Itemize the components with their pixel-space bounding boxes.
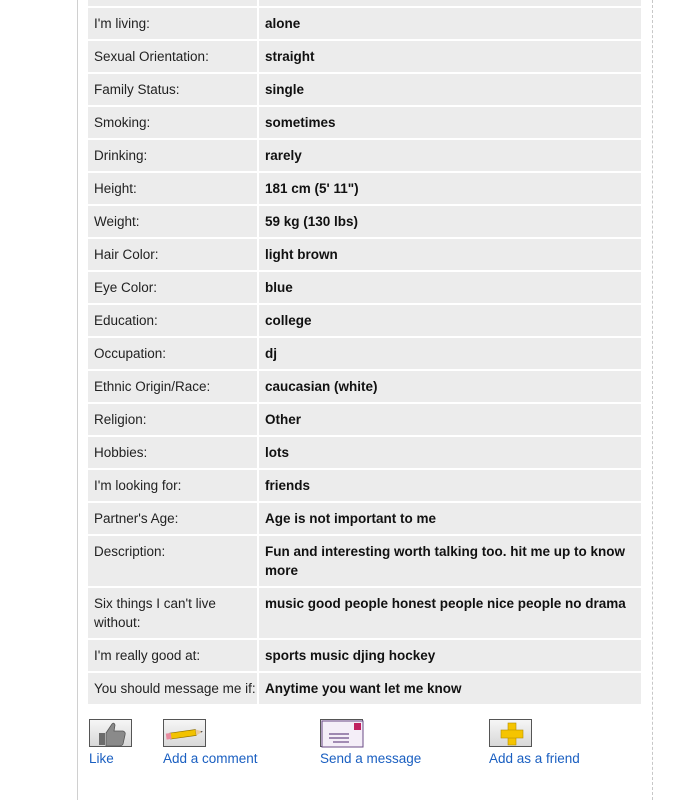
profile-field-value: 59 kg (130 lbs) xyxy=(259,206,641,237)
pencil-icon xyxy=(163,719,206,747)
profile-field-value: dj xyxy=(259,338,641,369)
profile-field-value: lots xyxy=(259,437,641,468)
profile-field-label: Education: xyxy=(88,305,257,336)
profile-field-value: college xyxy=(259,305,641,336)
profile-field-value: caucasian (white) xyxy=(259,371,641,402)
profile-field-value: Fun and interesting worth talking too. hit me up to know more xyxy=(259,536,641,586)
profile-field-value: sports music djing hockey xyxy=(259,640,641,671)
table-row xyxy=(88,437,641,468)
table-row xyxy=(88,371,641,402)
table-row xyxy=(88,107,641,138)
profile-field-label: Family Status: xyxy=(88,74,257,105)
table-row xyxy=(88,272,641,303)
envelope-icon xyxy=(320,719,363,747)
table-row xyxy=(88,536,641,586)
profile-field-value: music good people honest people nice people no drama xyxy=(259,588,641,638)
table-row xyxy=(88,173,641,204)
profile-field-label: You should message me if: xyxy=(88,673,257,704)
profile-field-label: Sexual Orientation: xyxy=(88,41,257,72)
profile-field-label: Drinking: xyxy=(88,140,257,171)
add-friend-link[interactable]: Add as a friend xyxy=(489,751,580,766)
profile-field-value: friends xyxy=(259,470,641,501)
profile-field-value: rarely xyxy=(259,140,641,171)
profile-field-value: Anytime you want let me know xyxy=(259,673,641,704)
plus-icon xyxy=(489,719,532,747)
profile-field-label: Weight: xyxy=(88,206,257,237)
table-row xyxy=(88,404,641,435)
profile-field-label: Height: xyxy=(88,173,257,204)
table-row xyxy=(88,41,641,72)
profile-field-label: Description: xyxy=(88,536,257,586)
table-row xyxy=(88,503,641,534)
send-message-link[interactable]: Send a message xyxy=(320,751,422,766)
table-row xyxy=(88,8,641,39)
add-comment-button[interactable] xyxy=(163,719,258,766)
profile-field-value: alone xyxy=(259,8,641,39)
table-row xyxy=(88,74,641,105)
table-row xyxy=(88,239,641,270)
table-row xyxy=(88,673,641,704)
profile-field-value: light brown xyxy=(259,239,641,270)
profile-field-label: Religion: xyxy=(88,404,257,435)
add-comment-link[interactable]: Add a comment xyxy=(163,751,258,766)
table-row xyxy=(88,640,641,671)
left-border xyxy=(77,0,78,800)
table-row xyxy=(88,338,641,369)
table-row xyxy=(88,588,641,638)
table-row xyxy=(88,140,641,171)
like-button[interactable] xyxy=(89,719,132,766)
table-row xyxy=(88,305,641,336)
add-friend-button[interactable] xyxy=(489,719,580,766)
like-link[interactable]: Like xyxy=(89,751,114,766)
profile-field-value: blue xyxy=(259,272,641,303)
profile-field-value: single xyxy=(259,74,641,105)
profile-field-label: Ethnic Origin/Race: xyxy=(88,371,257,402)
send-message-button[interactable] xyxy=(320,719,421,766)
profile-field-value: Age is not important to me xyxy=(259,503,641,534)
profile-field-value: straight xyxy=(259,41,641,72)
profile-field-label: I'm really good at: xyxy=(88,640,257,671)
profile-field-label: I'm living: xyxy=(88,8,257,39)
profile-field-label: Partner's Age: xyxy=(88,503,257,534)
profile-field-value: sometimes xyxy=(259,107,641,138)
profile-field-label: Six things I can't live without: xyxy=(88,588,257,638)
profile-field-label: Hair Color: xyxy=(88,239,257,270)
table-row xyxy=(88,470,641,501)
thumbs-up-icon xyxy=(89,719,132,747)
table-row xyxy=(88,206,641,237)
table-top-strip xyxy=(88,0,641,6)
profile-field-value: Other xyxy=(259,404,641,435)
profile-field-label: I'm looking for: xyxy=(88,470,257,501)
right-border xyxy=(652,0,653,800)
profile-field-label: Smoking: xyxy=(88,107,257,138)
profile-field-label: Hobbies: xyxy=(88,437,257,468)
profile-details-table xyxy=(88,0,641,706)
profile-field-value: 181 cm (5' 11") xyxy=(259,173,641,204)
profile-field-label: Occupation: xyxy=(88,338,257,369)
profile-field-label: Eye Color: xyxy=(88,272,257,303)
profile-actions xyxy=(89,719,649,779)
